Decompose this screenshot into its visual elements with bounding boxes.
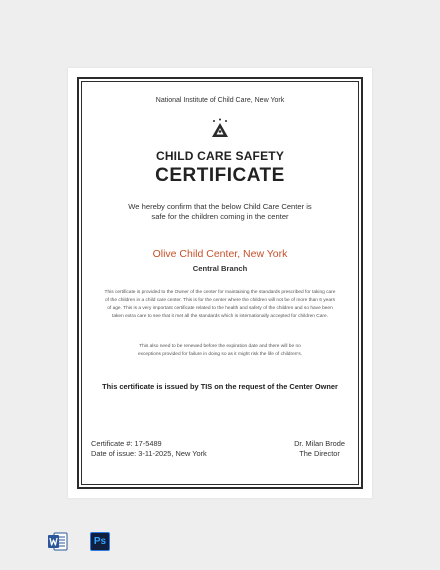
certificate-title: CERTIFICATE	[155, 165, 285, 186]
institute-name: National Institute of Child Care, New York	[155, 97, 285, 104]
date-of-issue: Date of issue: 3-11-2025, New York	[91, 449, 207, 458]
renewal-paragraph: This also need to be renewed before the expiration date and there will be no exceptions provided for failure in doing so as it might risk the life of children's.	[137, 344, 303, 358]
description-paragraph: This certificate is provided to the Owner of the center for maintaining the standards prescribed for taking care of the children in a child care center. This is for the center where the children will not be of more than 6 years of age. This is a very important certificate related to the health and safety of the children and so have been taken extra care to see that it met all the standards which is internationally accepted for children Care.	[104, 290, 336, 320]
branch-name: Central Branch	[192, 264, 248, 273]
confirmation-text: We hereby confirm that the below Child Care Center is safe for the children coming in the center	[128, 202, 312, 221]
photoshop-icon[interactable]: Ps	[90, 532, 110, 551]
signatory	[294, 439, 345, 459]
certificate-page	[68, 68, 372, 498]
certificate-details	[91, 439, 207, 459]
signer-name: Dr. Milan Brode	[294, 439, 345, 448]
certificate-number: Certificate #: 17-5489	[91, 439, 162, 448]
certificate-subtitle: CHILD CARE SAFETY	[155, 149, 285, 163]
center-name: Olive Child Center, New York	[152, 248, 288, 260]
signer-title: The Director	[299, 449, 340, 458]
certificate-logo-icon	[210, 118, 230, 138]
word-icon[interactable]	[48, 532, 68, 551]
certificate-content	[68, 68, 372, 498]
issued-statement: This certificate is issued by TIS on the request of the Center Owner	[102, 382, 338, 391]
